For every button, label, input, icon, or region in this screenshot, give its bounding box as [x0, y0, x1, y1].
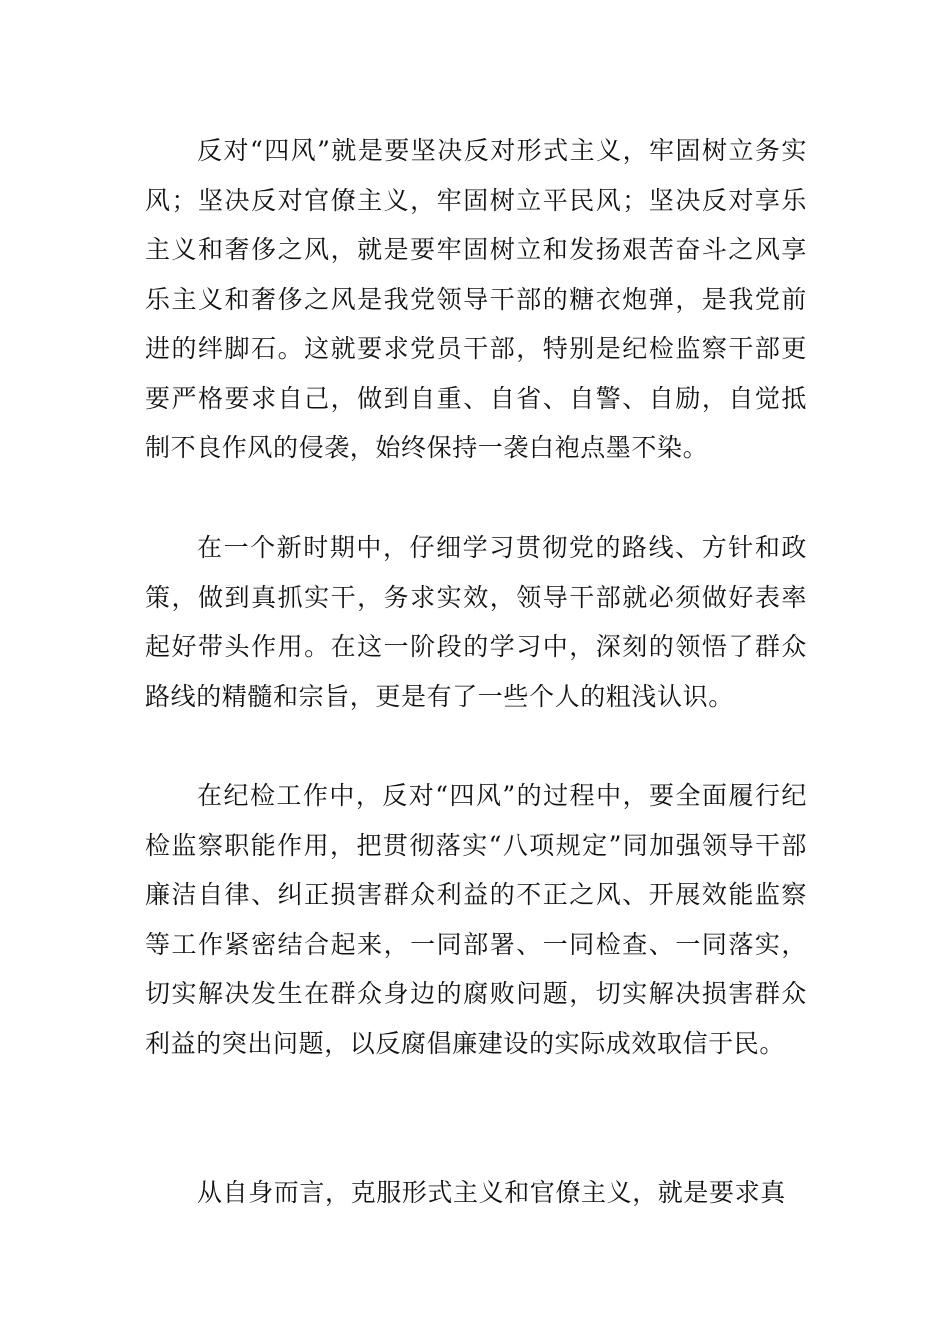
paragraph-new-period: 在一个新时期中，仔细学习贯彻党的路线、方针和政策，做到真抓实干，务求实效，领导干部就必须做好表率起好带头作用。在这一阶段的学习中，深刻的领悟了群众路线的精髓和宗旨，更是有了一些个人的粗浅认识。 [145, 533, 807, 711]
paragraph-self: 从自身而言，克服形式主义和官僚主义，就是要求真 [197, 1178, 786, 1207]
paragraph-four-winds: 反对“四风”就是要坚决反对形式主义，牢固树立务实风；坚决反对官僚主义，牢固树立平民风；坚决反对享乐主义和奢侈之风，就是要牢固树立和发扬艰苦奋斗之风享乐主义和奢侈之风是我党领导干部的糖衣炮弹，是我党前进的绊脚石。这就要求党员干部，特别是纪检监察干部更要严格要求自己，做到自重、自省、自警、自励，自觉抵制不良作风的侵袭，始终保持一袭白袍点墨不染。 [145, 136, 807, 462]
paragraph-discipline-work: 在纪检工作中，反对“四风”的过程中，要全面履行纪检监察职能作用，把贯彻落实“八项规定”同加强领导干部廉洁自律、纠正损害群众利益的不正之风、开展效能监察等工作紧密结合起来，一同部署、一同检查、一同落实，切实解决发生在群众身边的腐败问题，切实解决损害群众利益的突出问题，以反腐倡廉建设的实际成效取信于民。 [145, 781, 807, 1058]
